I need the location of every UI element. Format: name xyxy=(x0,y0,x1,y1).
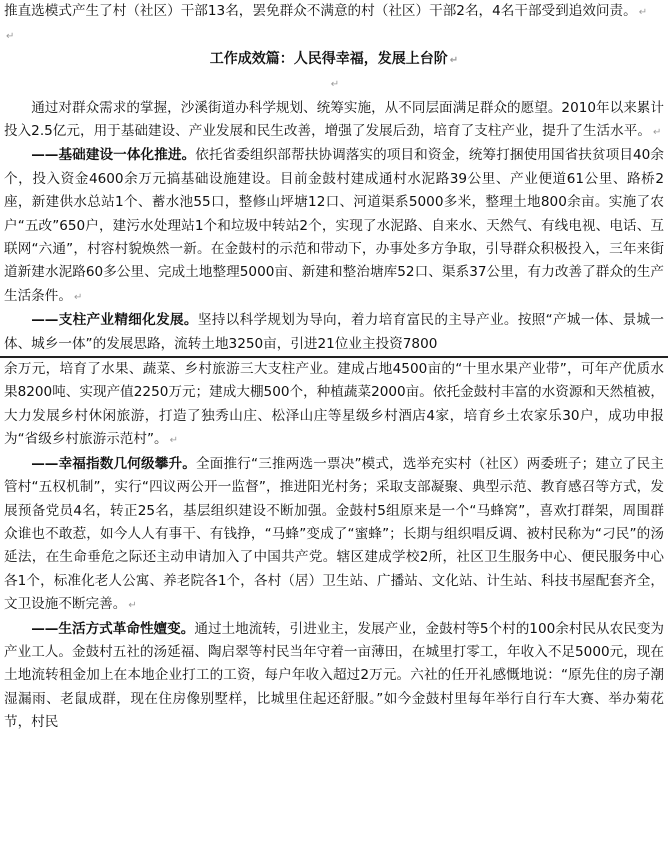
section-heading: ——幸福指数几何级攀升。 xyxy=(31,455,197,472)
section-infrastructure xyxy=(4,144,664,309)
paragraph-mark-icon: ↵ xyxy=(652,127,662,139)
intro-text: 推直选模式产生了村（社区）干部13名，罢免群众不满意的村（社区）干部2名，4名干部受到追效问责。 xyxy=(4,3,637,19)
intro-paragraph xyxy=(4,0,664,24)
section-industry-part-1 xyxy=(4,309,664,356)
paragraph-mark-icon: ↵ xyxy=(330,79,340,91)
paragraph-mark-icon: ↵ xyxy=(169,435,179,447)
document-page xyxy=(4,0,664,735)
paragraph-mark-icon: ↵ xyxy=(449,54,459,66)
section-body: 依托省委组织部帮扶协调落实的项目和资金，统筹打捆使用国省扶贫项目40余个，投入资金4600余万元搞基础设施建设。目前金鼓村建成通村水泥路39公里、产业便道61公里、路桥2座，新建供水总站1个、蓄水池55口，整修山坪塘12口、河道渠系5000多米，整理土地800余亩。实施了农户“五改”650户，建污水处理站1个和垃圾中转站2个，实现了水泥路、自来水、天然气、有线电视、电话、互联网“六通”，村容村貌焕然一新。在金鼓村的示范和带动下，办事处多方争取，引导群众积极投入，三年来街道新建水泥路60多公里、完成土地整理5000亩、新建和整治塘库52口、渠系37公里，有力改善了群众的生产生活条件。 xyxy=(4,147,665,304)
section-title xyxy=(4,48,664,72)
section-lifestyle xyxy=(4,618,664,735)
section-body: 全面推行“三推两选一票决”模式，选举充实村（社区）两委班子；建立了民主管村“五权机制”，实行“四议两公开一监督”，推进阳光村务；采取支部凝聚、典型示范、教育感召等方式，发展预备党员4名，转正25名，基层组织建设不断加强。金鼓村5组原来是一个“马蜂窝”，喜欢打群架，周围群众谁也不敢惹，如今人人有事干、有钱挣，“马蜂”变成了“蜜蜂”；长期与组织唱反调、被村民称为“刁民”的汤延法，在生命垂危之际还主动申请加入了中国共产党。辖区建成学校2所，社区卫生服务中心、便民服务中心各1个，标准化老人公寓、养老院各1个，各村（居）卫生站、广播站、文化站、计生站、科技书屋配套齐全，文卫设施不断完善。 xyxy=(4,455,664,613)
section-happiness xyxy=(4,453,664,618)
section-heading: ——生活方式革命性嬗变。 xyxy=(31,620,195,637)
overview-text: 通过对群众需求的掌握，沙溪街道办科学规划、统筹实施，从不同层面满足群众的愿望。2010年以来累计投入2.5亿元，用于基础建设、产业发展和民生改善，增强了发展后劲，培育了支柱产业，提升了生活水平。 xyxy=(4,99,664,140)
section-heading: ——支柱产业精细化发展。 xyxy=(31,312,198,329)
empty-paragraph xyxy=(4,72,664,96)
paragraph-mark-icon: ↵ xyxy=(73,291,83,303)
overview-paragraph xyxy=(4,97,664,145)
empty-paragraph xyxy=(4,24,664,47)
paragraph-mark-icon: ↵ xyxy=(6,31,15,43)
paragraph-mark-icon: ↵ xyxy=(638,7,648,18)
section-body: 坚持以科学规划为导向，着力培育富民的主导产业。按照“产城一体、景城一体、城乡一体”的发展思路，流转土地3250亩，引进21位业主投资7800 xyxy=(4,312,664,352)
section-body: 通过土地流转，引进业主，发展产业，金鼓村等5个村的100余村民从农民变为产业工人。金鼓村五社的汤延福、陶启翠等村民当年守着一亩薄田，在城里打零工，年收入不足5000元，现在土地流转租金加上在本地企业打工的工资，每户年收入超过2万元。六社的任开礼感慨地说：“原先住的房子潮湿漏雨、老鼠成群，现在住房像别墅样，比城里住起还舒服。”如今金鼓村里每年举行自行车大赛、举办菊花节，村民 xyxy=(4,620,665,731)
section-body: 余万元，培育了水果、蔬菜、乡村旅游三大支柱产业。建成占地4500亩的“十里水果产业带”，可年产优质水果8200吨、实现产值2250万元；建成大棚500个，种植蔬菜2000亩。依托金鼓村丰富的水资源和天然植被，大力发展乡村休闲旅游，打造了独秀山庄、松泽山庄等星级乡村酒店4家，培育乡土农家乐30户，成功申报为“省级乡村旅游示范村”。 xyxy=(4,361,664,448)
section-industry-part-2 xyxy=(4,358,664,453)
section-heading: ——基础建设一体化推进。 xyxy=(31,147,196,164)
section-title-text: 工作成效篇：人民得幸福，发展上台阶 xyxy=(209,50,448,67)
paragraph-mark-icon: ↵ xyxy=(128,600,137,612)
